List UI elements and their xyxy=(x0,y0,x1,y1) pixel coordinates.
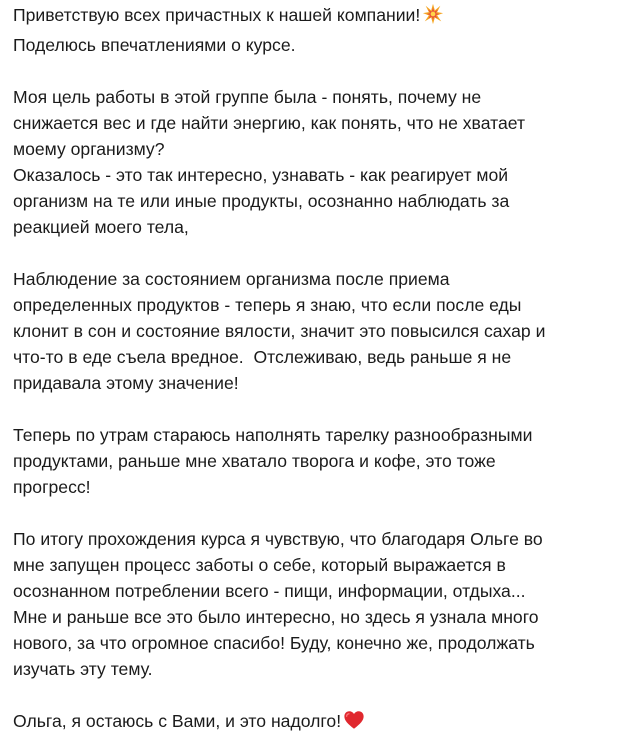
text-line: что-то в еде съела вредное. Отслеживаю, ведь раньше я не xyxy=(13,347,512,367)
paragraph-observation xyxy=(13,266,621,396)
text-line: реакцией моего тела, xyxy=(13,217,189,237)
text-line: Поделюсь впечатлениями о курсе. xyxy=(13,35,296,55)
text-line: изучать эту тему. xyxy=(13,659,153,679)
text-line: осознанном потреблении всего - пищи, информации, отдыха... xyxy=(13,581,526,601)
text-line: прогресс! xyxy=(13,477,91,497)
text-line: Теперь по утрам стараюсь наполнять тарелку разнообразными xyxy=(13,425,533,445)
text-line: Наблюдение за состоянием организма после приема xyxy=(13,269,450,289)
text-line: определенных продуктов - теперь я знаю, что если после еды xyxy=(13,295,522,315)
text-line: продуктами, раньше мне хватало творога и кофе, это тоже xyxy=(13,451,496,471)
text-line: снижается вес и где найти энергию, как понять, что не хватает xyxy=(13,113,525,133)
text-line: По итогу прохождения курса я чувствую, что благодаря Ольге во xyxy=(13,529,543,549)
text-line: Ольга, я остаюсь с Вами, и это надолго! xyxy=(13,708,621,738)
text-line: Моя цель работы в этой группе была - понять, почему не xyxy=(13,87,482,107)
text-line: Оказалось - это так интересно, узнавать - как реагирует мой xyxy=(13,165,509,185)
paragraph-greeting xyxy=(13,2,621,58)
paragraph-breakfast xyxy=(13,422,621,500)
text-line: организм на те или иные продукты, осознанно наблюдать за xyxy=(13,191,510,211)
text-line: Приветствую всех причастных к нашей компании! xyxy=(13,2,621,32)
text-line: придавала этому значение! xyxy=(13,373,239,393)
collision-icon xyxy=(422,3,444,32)
text-line: Мне и раньше все это было интересно, но здесь я узнала много xyxy=(13,607,539,627)
paragraph-goal xyxy=(13,84,621,240)
text-line: моему организму? xyxy=(13,139,165,159)
text-line: клонит в сон и состояние вялости, значит это повысился сахар и xyxy=(13,321,546,341)
paragraph-conclusion xyxy=(13,526,621,682)
text-line: мне запущен процесс заботы о себе, который выражается в xyxy=(13,555,506,575)
text-line: нового, за что огромное спасибо! Буду, конечно же, продолжать xyxy=(13,633,535,653)
